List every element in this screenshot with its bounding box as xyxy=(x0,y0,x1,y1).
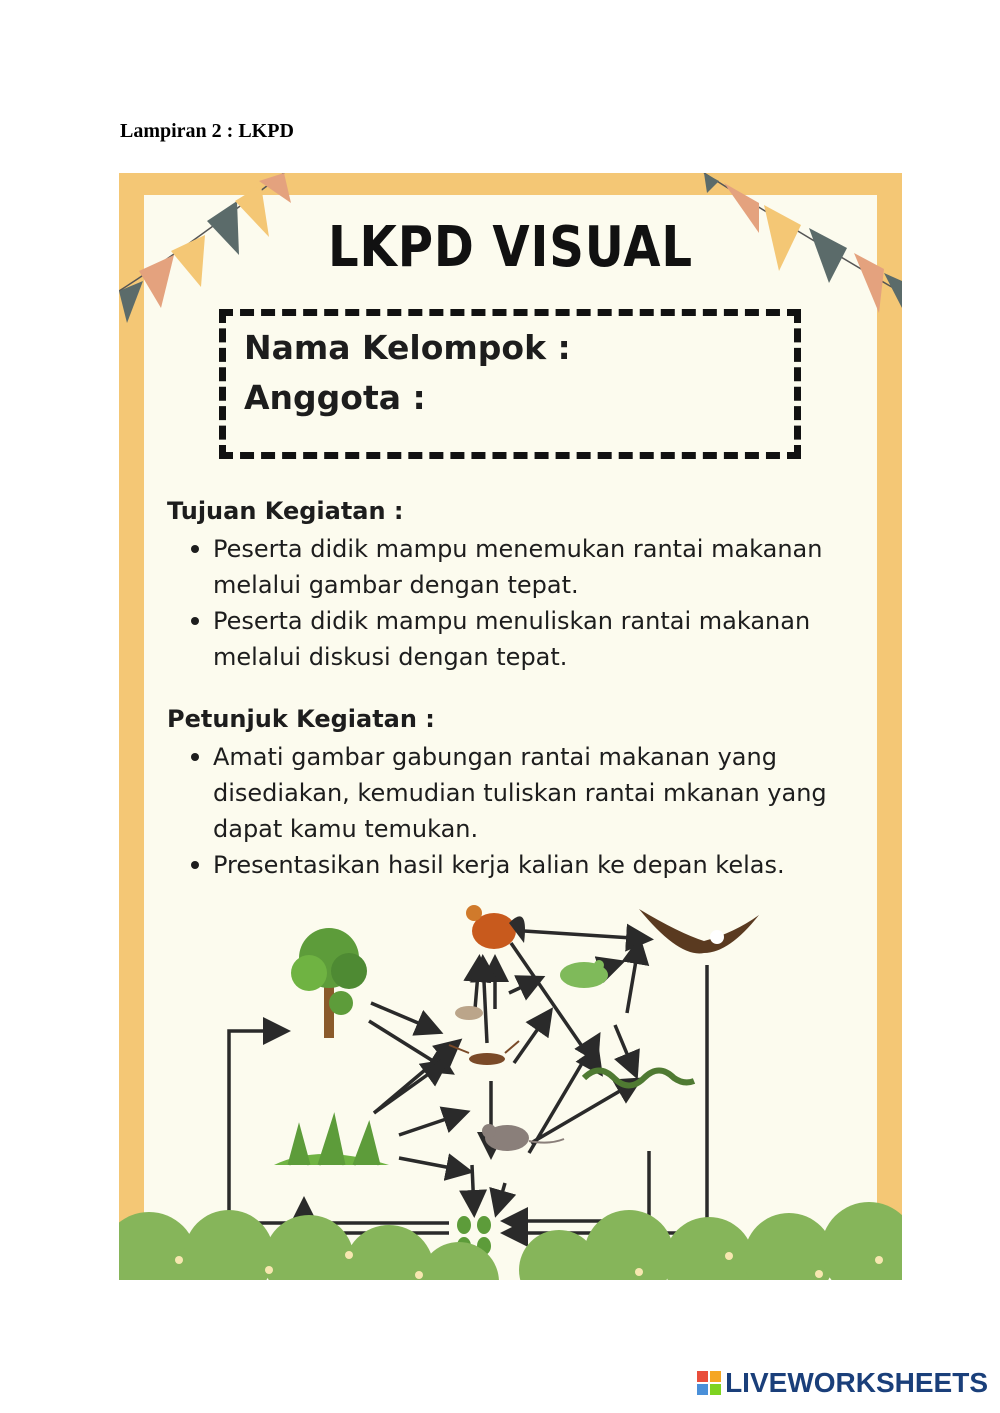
mouse-icon xyxy=(482,1124,564,1151)
instructions-list xyxy=(189,739,869,883)
goals-heading: Tujuan Kegiatan : xyxy=(167,497,404,525)
instruction-item: Presentasikan hasil kerja kalian ke depan kelas. xyxy=(189,847,869,883)
group-info-box xyxy=(219,309,801,459)
page-header: Lampiran 2 : LKPD xyxy=(120,120,294,142)
bushes-decoration xyxy=(119,1190,902,1280)
goal-item: Peserta didik mampu menuliskan rantai makanan melalui diskusi dengan tepat. xyxy=(189,603,869,675)
rooster-icon xyxy=(466,903,525,949)
eagle-icon xyxy=(639,909,759,953)
goals-list xyxy=(189,531,869,675)
instructions-heading: Petunjuk Kegiatan : xyxy=(167,705,435,733)
brand-text: LIVEWORKSHEETS xyxy=(725,1367,988,1398)
worksheet-title: LKPD VISUAL xyxy=(328,215,693,280)
cricket-icon xyxy=(449,1041,519,1065)
snake-icon xyxy=(584,1071,694,1086)
members-label: Anggota : xyxy=(244,378,426,417)
tree-icon xyxy=(291,928,367,1038)
caterpillar-icon xyxy=(455,1006,483,1020)
liveworksheets-logo xyxy=(697,1367,988,1399)
grass-icon xyxy=(274,1118,389,1165)
goal-item: Peserta didik mampu menemukan rantai makanan melalui gambar dengan tepat. xyxy=(189,531,869,603)
lkpd-card xyxy=(119,173,902,1280)
frog-icon xyxy=(560,960,608,988)
liveworksheets-logo-icon xyxy=(697,1371,721,1395)
instruction-item: Amati gambar gabungan rantai makanan yang disediakan, kemudian tuliskan rantai mkanan yang dapat kamu temukan. xyxy=(189,739,869,847)
group-name-label: Nama Kelompok : xyxy=(244,328,571,367)
